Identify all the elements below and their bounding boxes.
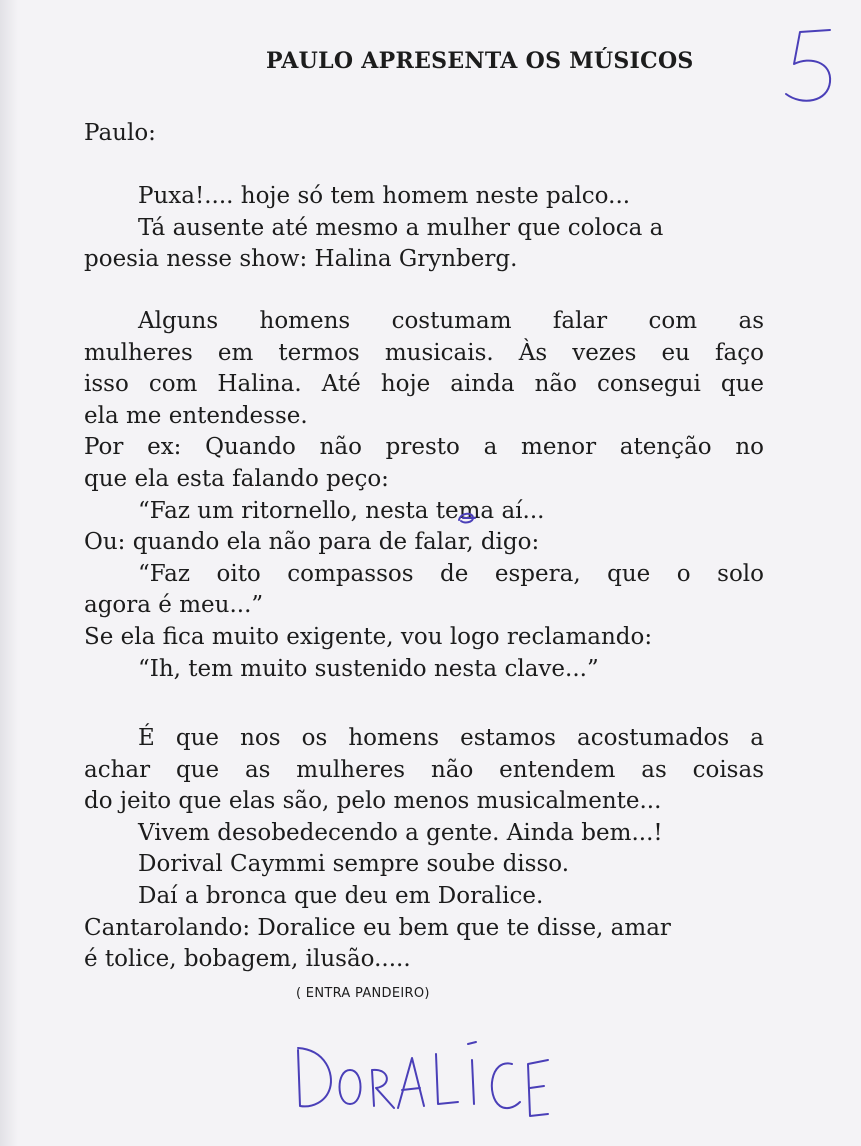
script-line: Ou: quando ela não para de falar, digo: xyxy=(84,529,540,556)
script-line: “Ih, tem muito sustenido nesta clave...” xyxy=(138,655,599,682)
script-line: Tá ausente até mesmo a mulher que coloca a xyxy=(138,214,664,241)
script-line: isso com Halina. Até hoje ainda não consegui que xyxy=(84,371,764,398)
handwritten-page-number xyxy=(780,22,840,112)
script-body xyxy=(84,118,764,976)
script-line: agora é meu...” xyxy=(84,592,264,619)
script-line: Se ela fica muito exigente, vou logo reclamando: xyxy=(84,623,653,650)
script-line: mulheres em termos musicais. Às vezes eu faço xyxy=(84,339,764,366)
script-line: Cantarolando: Doralice eu bem que te disse, amar xyxy=(84,914,671,941)
script-line: “Faz um ritornello, nesta tema aí... xyxy=(138,497,545,524)
script-line: “Faz oito compassos de espera, que o solo xyxy=(138,560,764,587)
script-line: Puxa!.... hoje só tem homem neste palco... xyxy=(138,183,631,210)
page-edge xyxy=(0,0,18,1146)
script-line: É que nos os homens estamos acostumados a xyxy=(138,725,764,752)
script-line: Daí a bronca que deu em Doralice. xyxy=(138,883,544,910)
script-line: que ela esta falando peço: xyxy=(84,465,389,492)
script-line: do jeito que elas são, pelo menos musicalmente... xyxy=(84,788,662,815)
handwritten-doralice xyxy=(290,1030,550,1120)
script-line: achar que as mulheres não entendem as coisas xyxy=(84,756,764,783)
page-title: PAULO APRESENTA OS MÚSICOS xyxy=(266,48,694,74)
script-line: Vivem desobedecendo a gente. Ainda bem...! xyxy=(138,819,663,846)
script-line: poesia nesse show: Halina Grynberg. xyxy=(84,246,518,273)
speaker-label: Paulo: xyxy=(84,120,156,146)
stage-direction: ( ENTRA PANDEIRO) xyxy=(296,986,430,1001)
script-line: Alguns homens costumam falar com as xyxy=(138,307,764,334)
handwritten-correction-mark xyxy=(455,508,479,528)
script-line: Por ex: Quando não presto a menor atenção no xyxy=(84,434,764,461)
script-line: é tolice, bobagem, ilusão..... xyxy=(84,946,411,973)
script-line: ela me entendesse. xyxy=(84,402,308,429)
script-line: Dorival Caymmi sempre soube disso. xyxy=(138,851,570,878)
